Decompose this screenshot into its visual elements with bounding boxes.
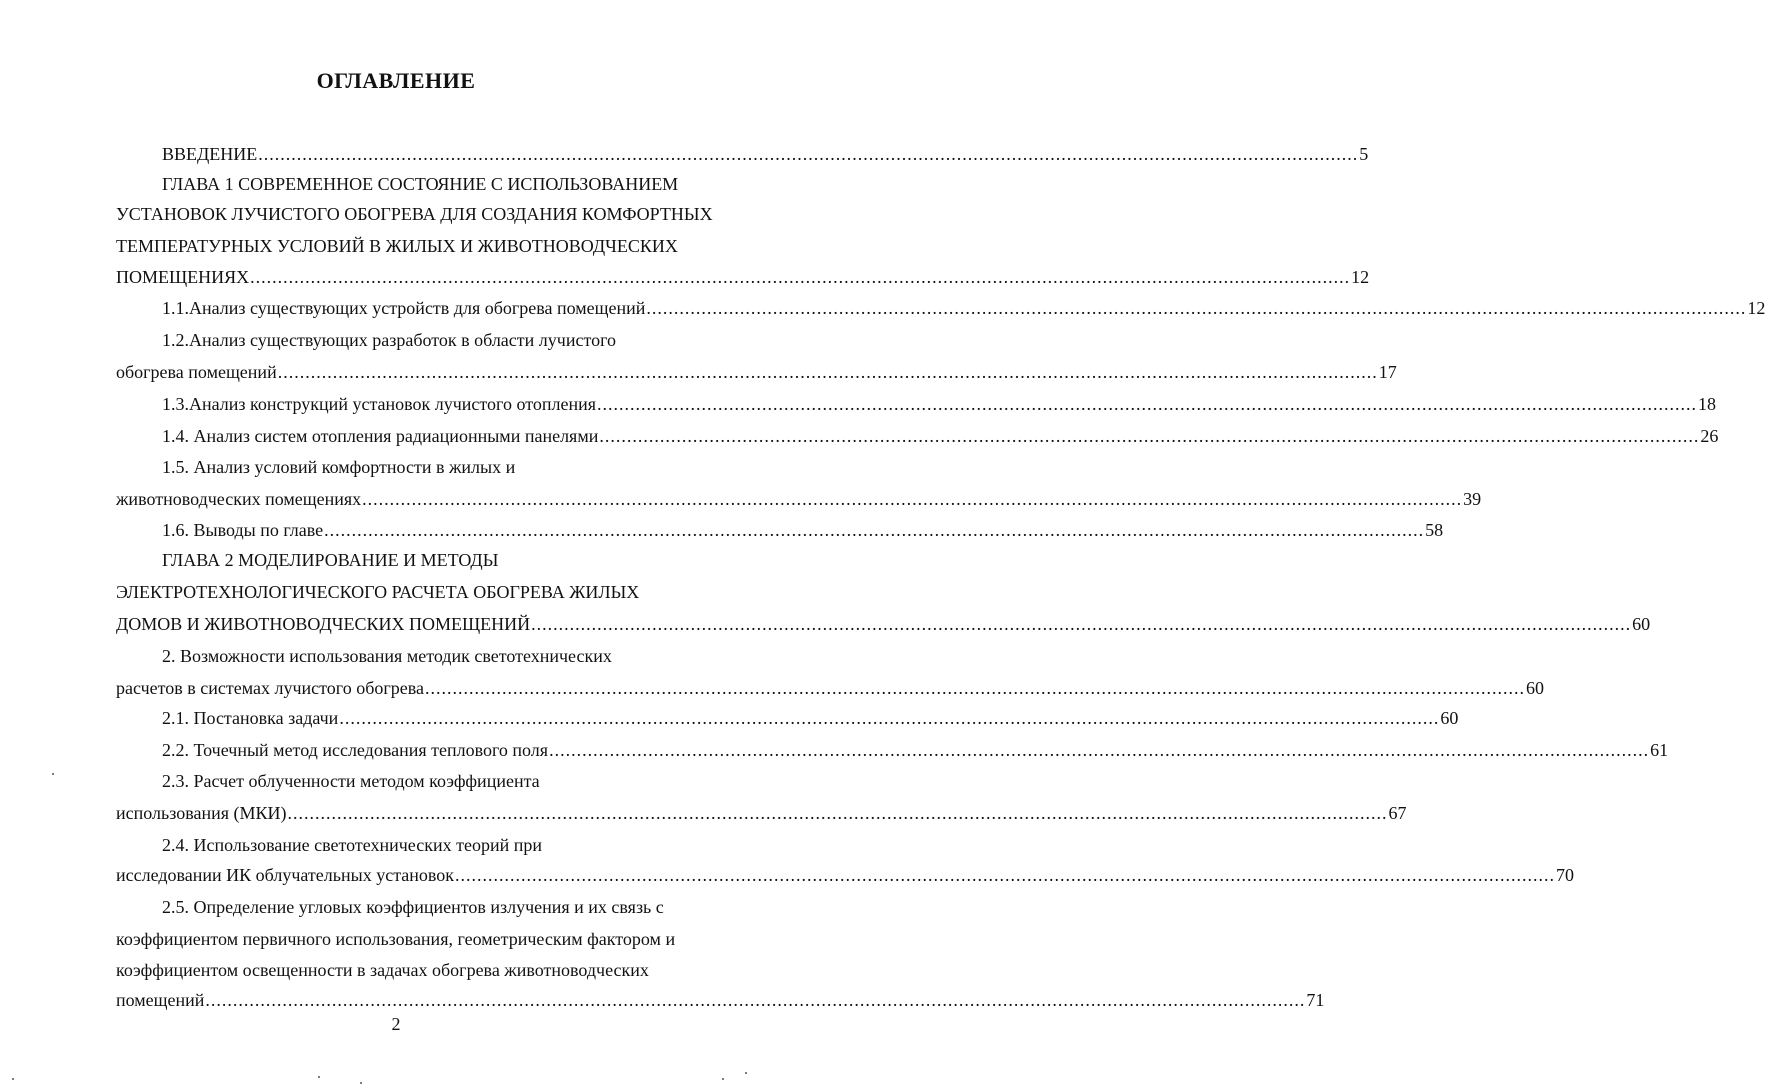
toc-entry-continuation[interactable] <box>116 677 1545 699</box>
toc-entry-page: 39 <box>1463 489 1482 509</box>
toc-entry[interactable] <box>162 519 1444 541</box>
toc-entry-text: 2. Возможности использования методик светотехнических <box>162 646 612 666</box>
dot-leader: ........................................................................................................................................................................................................ <box>205 990 1306 1010</box>
toc-entry[interactable] <box>162 173 678 195</box>
toc-entry[interactable] <box>162 456 515 478</box>
dot-leader: ........................................................................................................................................................................................................ <box>339 708 1440 728</box>
toc-entry[interactable] <box>162 329 616 351</box>
dot-leader: ........................................................................................................................................................................................................ <box>362 489 1463 509</box>
toc-entry-text: 2.3. Расчет облученности методом коэффициента <box>162 771 540 791</box>
toc-entry-text: УСТАНОВОК ЛУЧИСТОГО ОБОГРЕВА ДЛЯ СОЗДАНИЯ КОМФОРТНЫХ <box>116 204 713 224</box>
toc-entry[interactable] <box>162 143 1369 165</box>
toc-entry-text: коэффициентом первичного использования, геометрическим фактором и <box>116 929 676 949</box>
toc-entry-continuation <box>116 581 639 603</box>
toc-entry-text: ГЛАВА 2 МОДЕЛИРОВАНИЕ И МЕТОДЫ <box>162 550 499 570</box>
toc-entry-page: 12 <box>1351 267 1370 287</box>
toc-entry-text: 1.6. Выводы по главе <box>162 520 324 540</box>
toc-entry-page: 58 <box>1425 520 1444 540</box>
dot-leader: ........................................................................................................................................................................................................ <box>425 678 1526 698</box>
toc-entry-continuation[interactable] <box>116 266 1370 288</box>
page-number: 2 <box>391 1014 401 1034</box>
dot-leader: ........................................................................................................................................................................................................ <box>277 362 1378 382</box>
toc-entry-text: помещений <box>116 990 205 1010</box>
toc-entry-text: ПОМЕЩЕНИЯХ <box>116 267 250 287</box>
toc-entry-text: 2.2. Точечный метод исследования теплового поля <box>162 740 549 760</box>
dot-leader: ........................................................................................................................................................................................................ <box>597 394 1698 414</box>
toc-entry-continuation[interactable] <box>116 802 1407 824</box>
dot-leader: ........................................................................................................................................................................................................ <box>287 803 1388 823</box>
toc-entry-continuation[interactable] <box>116 864 1575 886</box>
toc-entry[interactable] <box>162 770 540 792</box>
toc-entry[interactable] <box>162 739 1669 761</box>
scan-speck <box>745 1072 747 1074</box>
toc-entry-continuation <box>116 959 649 981</box>
toc-entry-text: ДОМОВ И ЖИВОТНОВОДЧЕСКИХ ПОМЕЩЕНИЙ <box>116 614 531 634</box>
toc-entry-page: 5 <box>1359 144 1369 164</box>
dot-leader: ........................................................................................................................................................................................................ <box>531 614 1632 634</box>
toc-entry-continuation[interactable] <box>116 361 1397 383</box>
toc-entry-text: 1.1.Анализ существующих устройств для обогрева помещений <box>162 298 646 318</box>
toc-entry-text: 2.1. Постановка задачи <box>162 708 339 728</box>
scan-speck <box>722 1078 724 1080</box>
toc-entry-text: ЭЛЕКТРОТЕХНОЛОГИЧЕСКОГО РАСЧЕТА ОБОГРЕВА ЖИЛЫХ <box>116 582 640 602</box>
toc-entry[interactable] <box>162 425 1719 447</box>
toc-entry-page: 67 <box>1388 803 1407 823</box>
dot-leader: ........................................................................................................................................................................................................ <box>549 740 1650 760</box>
scan-speck <box>318 1076 320 1078</box>
toc-entry-text: расчетов в системах лучистого обогрева <box>116 678 425 698</box>
toc-entry-continuation <box>116 928 675 950</box>
dot-leader: ........................................................................................................................................................................................................ <box>258 144 1359 164</box>
dot-leader: ........................................................................................................................................................................................................ <box>646 298 1747 318</box>
toc-entry-text: 1.2.Анализ существующих разработок в области лучистого <box>162 330 617 350</box>
dot-leader: ........................................................................................................................................................................................................ <box>599 426 1700 446</box>
toc-entry-text: обогрева помещений <box>116 362 277 382</box>
toc-entry-text: ГЛАВА 1 СОВРЕМЕННОЕ СОСТОЯНИЕ С ИСПОЛЬЗОВАНИЕМ <box>162 174 679 194</box>
toc-entry-text: 1.3.Анализ конструкций установок лучистого отопления <box>162 394 597 414</box>
dot-leader: ........................................................................................................................................................................................................ <box>324 520 1425 540</box>
toc-entry-page: 60 <box>1632 614 1651 634</box>
toc-entry-text: животноводческих помещениях <box>116 489 362 509</box>
toc-entry-page: 26 <box>1700 426 1719 446</box>
toc-entry-continuation <box>116 235 678 257</box>
toc-entry-page: 18 <box>1698 394 1717 414</box>
scan-speck <box>52 773 54 775</box>
toc-entry-continuation[interactable] <box>116 613 1651 635</box>
toc-entry-continuation[interactable] <box>116 989 1325 1011</box>
toc-entry[interactable] <box>162 297 1765 319</box>
toc-entry[interactable] <box>162 645 612 667</box>
toc-entry-text: использования (МКИ) <box>116 803 287 823</box>
toc-entry-text: исследовании ИК облучательных установок <box>116 865 455 885</box>
toc-entry-page: 70 <box>1556 865 1575 885</box>
toc-entry-text: ВВЕДЕНИЕ <box>162 144 258 164</box>
dot-leader: ........................................................................................................................................................................................................ <box>455 865 1556 885</box>
toc-entry-page: 60 <box>1440 708 1459 728</box>
toc-entry-text: коэффициентом освещенности в задачах обогрева животноводческих <box>116 960 649 980</box>
toc-entry-text: 2.4. Использование светотехнических теорий при <box>162 835 542 855</box>
toc-entry-page: 61 <box>1650 740 1669 760</box>
toc-entry-page: 12 <box>1747 298 1765 318</box>
toc-entry-page: 71 <box>1306 990 1325 1010</box>
toc-entry[interactable] <box>162 393 1717 415</box>
toc-entry-page: 60 <box>1526 678 1545 698</box>
toc-entry[interactable] <box>162 834 542 856</box>
toc-entry-text: 2.5. Определение угловых коэффициентов излучения и их связь с <box>162 897 664 917</box>
toc-entry-continuation[interactable] <box>116 488 1482 510</box>
toc-entry[interactable] <box>162 896 664 918</box>
dot-leader: ........................................................................................................................................................................................................ <box>250 267 1351 287</box>
toc-entry-text: 1.4. Анализ систем отопления радиационными панелями <box>162 426 599 446</box>
scan-speck <box>360 1082 362 1084</box>
toc-entry[interactable] <box>162 707 1459 729</box>
toc-entry-page: 17 <box>1378 362 1397 382</box>
toc-entry-text: 1.5. Анализ условий комфортности в жилых и <box>162 457 516 477</box>
scan-speck <box>12 1078 14 1080</box>
toc-entry-continuation <box>116 203 713 225</box>
toc-entry[interactable] <box>162 549 498 571</box>
toc-entry-text: ТЕМПЕРАТУРНЫХ УСЛОВИЙ В ЖИЛЫХ И ЖИВОТНОВОДЧЕСКИХ <box>116 236 678 256</box>
toc-heading: ОГЛАВЛЕНИЕ <box>316 68 476 93</box>
